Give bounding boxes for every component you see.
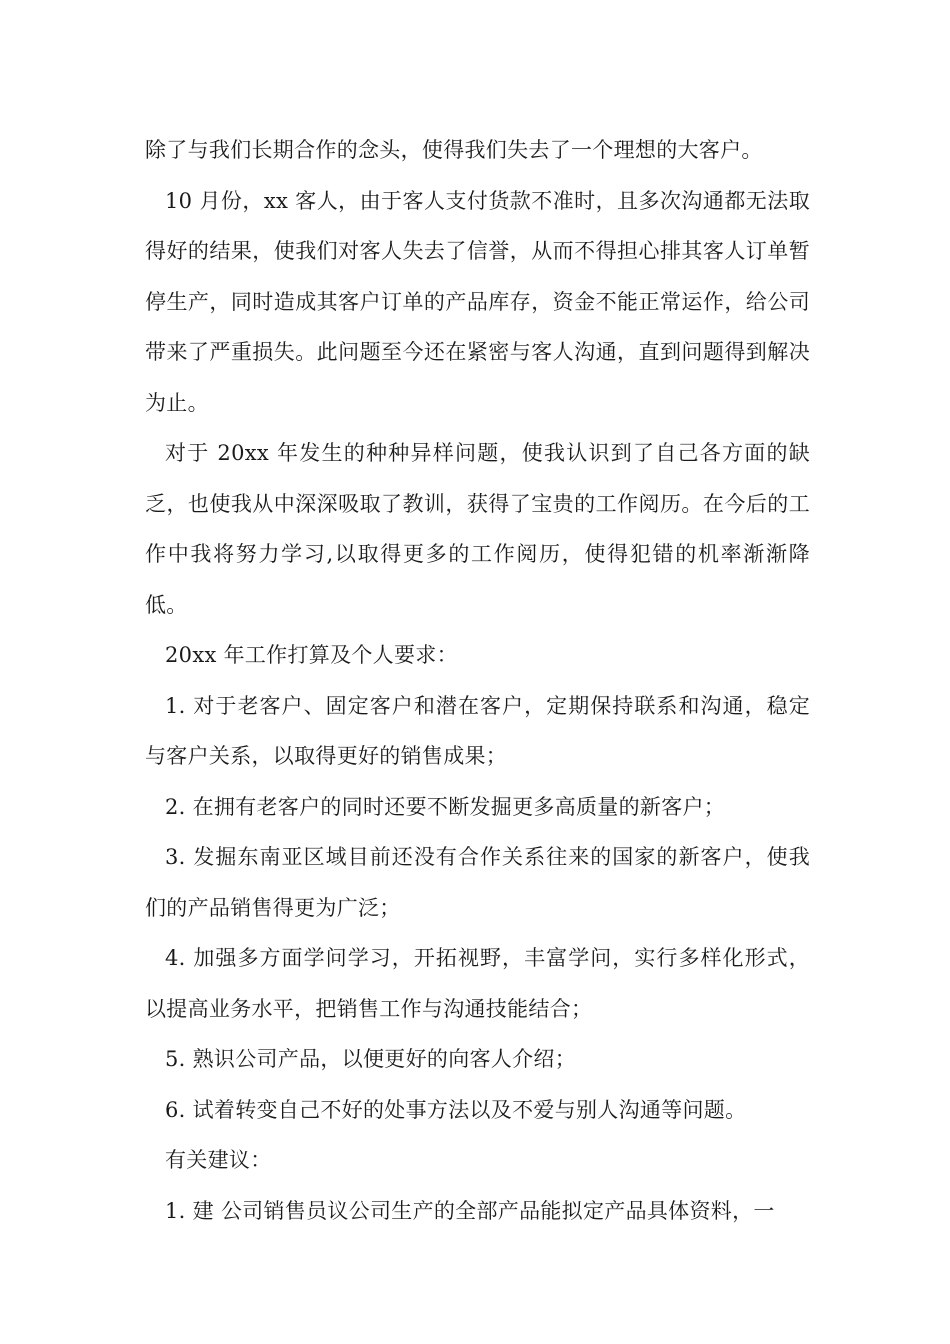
section-heading-suggestions: 有关建议： [165,1148,272,1172]
list-item-plan-1: 1. 对于老客户、固定客户和潜在客户，定期保持联系和沟通，稳定与客户关系，以取得更好的销售成果； [145,693,810,768]
list-item-plan-3: 3. 发掘东南亚区域目前还没有合作关系往来的国家的新客户，使我们的产品销售得更为广泛； [145,845,810,920]
list-item-suggestion-1: 1. 建 公司销售员议公司生产的全部产品能拟定产品具体资料，一 [165,1198,775,1223]
list-item-plan-6: 6. 试着转变自己不好的处事方法以及不爱与别人沟通等问题。 [165,1097,747,1122]
list-item-plan-5: 5. 熟识公司产品，以便更好的向客人介绍； [165,1047,577,1071]
list-item-plan-2: 2. 在拥有老客户的同时还要不断发掘更多高质量的新客户； [165,794,726,819]
paragraph-1: 除了与我们长期合作的念头，使得我们失去了一个理想的大客户。 [145,138,763,162]
document-body [145,125,810,1236]
paragraph-3: 对于 20xx 年发生的种种异样问题，使我认识到了自己各方面的缺乏，也使我从中深深吸取了教训，获得了宝贵的工作阅历。在今后的工作中我将努力学习,以取得更多的工作阅历，使得犯错的机率渐渐降低。 [145,441,810,617]
section-heading-plan: 20xx 年工作打算及个人要求： [165,643,458,667]
paragraph-2: 10 月份，xx 客人，由于客人支付货款不准时，且多次沟通都无法取得好的结果，使我们对客人失去了信誉，从而不得担心排其客人订单暂停生产，同时造成其客户订单的产品库存，资金不能正常运作，给公司带来了严重损失。此问题至今还在紧密与客人沟通，直到问题得到解决为止。 [145,188,810,415]
list-item-plan-4: 4. 加强多方面学问学习，开拓视野，丰富学问，实行多样化形式，以提高业务水平，把销售工作与沟通技能结合； [145,946,810,1021]
